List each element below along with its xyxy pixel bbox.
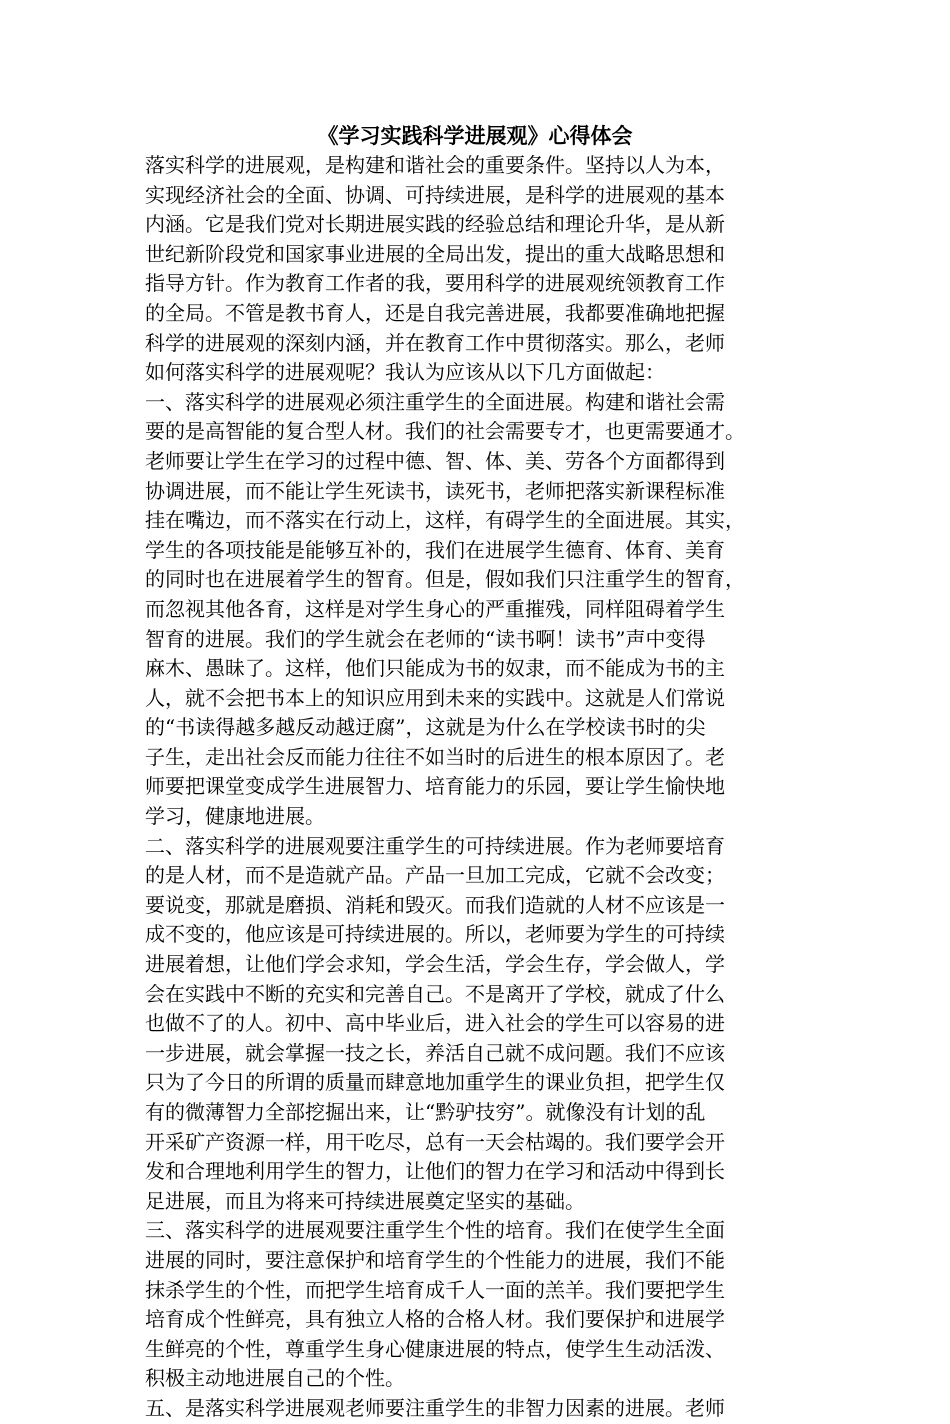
body-text-line: 一、落实科学的进展观必须注重学生的全面进展。构建和谐社会需 [145, 389, 725, 414]
body-text-line: 有的微薄智力全部挖掘出来，让“黔驴技穷”。就像没有计划的乱 [145, 1100, 706, 1124]
body-text-line: 如何落实科学的进展观呢？我认为应该从以下几方面做起： [145, 360, 665, 385]
body-text-line: 足进展，而且为将来可持续进展奠定坚实的基础。 [145, 1188, 585, 1213]
body-text-line: 学习，健康地进展。 [145, 804, 325, 829]
body-text-line: 落实科学的进展观，是构建和谐社会的重要条件。坚持以人为本， [145, 153, 725, 177]
body-text-line: 一步进展，就会掌握一技之长，养活自己就不成问题。我们不应该 [145, 1040, 725, 1065]
body-text-line: 师要把课堂变成学生进展智力、培育能力的乐园，要让学生愉快地 [145, 774, 725, 799]
body-text-line: 世纪新阶段党和国家事业进展的全局出发，提出的重大战略思想和 [145, 241, 725, 266]
document-title: 《学习实践科学进展观》心得体会 [317, 123, 633, 148]
body-text-line: 协调进展，而不能让学生死读书，读死书，老师把落实新课程标准 [145, 478, 725, 503]
body-text-line: 的同时也在进展着学生的智育。但是，假如我们只注重学生的智育， [145, 567, 745, 592]
body-text-line: 抹杀学生的个性，而把学生培育成千人一面的羔羊。我们要把学生 [145, 1277, 725, 1302]
body-text-line: 只为了今日的所谓的质量而肆意地加重学生的课业负担，把学生仅 [145, 1070, 725, 1095]
body-text-line: 的“书读得越多越反动越迂腐”，这就是为什么在学校读书时的尖 [145, 715, 706, 740]
body-text-line: 而忽视其他各育，这样是对学生身心的严重摧残，同样阻碍着学生 [145, 596, 725, 621]
body-text-line: 要的是高智能的复合型人材。我们的社会需要专才，也更需要通才。 [145, 419, 745, 444]
document-body [145, 151, 805, 1424]
body-text-line: 人，就不会把书本上的知识应用到未来的实践中。这就是人们常说 [145, 685, 725, 710]
body-text-line: 进展的同时，要注意保护和培育学生的个性能力的进展，我们不能 [145, 1247, 725, 1272]
body-text-line: 的全局。不管是教书育人，还是自我完善进展，我都要准确地把握 [145, 300, 725, 325]
body-text-line: 科学的进展观的深刻内涵，并在教育工作中贯彻落实。那么，老师 [145, 330, 725, 355]
body-text-line: 智育的进展。我们的学生就会在老师的“读书啊！读书”声中变得 [145, 626, 706, 651]
body-text-line: 成不变的，他应该是可持续进展的。所以，老师要为学生的可持续 [145, 922, 725, 947]
body-text-line: 生鲜亮的个性，尊重学生身心健康进展的特点，使学生生动活泼、 [145, 1336, 725, 1361]
body-text-line: 也做不了的人。初中、高中毕业后，进入社会的学生可以容易的进 [145, 1011, 725, 1036]
body-text-line: 培育成个性鲜亮，具有独立人格的合格人材。我们要保护和进展学 [145, 1307, 725, 1332]
body-text-line: 积极主动地进展自己的个性。 [145, 1366, 405, 1391]
body-text-line: 老师要让学生在学习的过程中德、智、体、美、劳各个方面都得到 [145, 448, 725, 473]
body-text-line: 的是人材，而不是造就产品。产品一旦加工完成，它就不会改变； [145, 863, 725, 888]
body-text-line: 开采矿产资源一样，用干吃尽，总有一天会枯竭的。我们要学会开 [145, 1129, 725, 1154]
body-text-line: 内涵。它是我们党对长期进展实践的经验总结和理论升华，是从新 [145, 212, 725, 237]
body-text-line: 要说变，那就是磨损、消耗和毁灭。而我们造就的人材不应该是一 [145, 892, 725, 917]
body-text-line: 指导方针。作为教育工作者的我，要用科学的进展观统领教育工作 [145, 271, 725, 296]
body-text-line: 三、落实科学的进展观要注重学生个性的培育。我们在使学生全面 [145, 1218, 725, 1243]
body-text-line: 学生的各项技能是能够互补的，我们在进展学生德育、体育、美育 [145, 537, 725, 562]
body-text-line: 子生，走出社会反而能力往往不如当时的后进生的根本原因了。老 [145, 744, 725, 769]
body-text-line: 会在实践中不断的充实和完善自己。不是离开了学校，就成了什么 [145, 981, 725, 1006]
body-text-line: 五、是落实科学进展观老师要注重学生的非智力因素的进展。老师 [145, 1395, 725, 1420]
body-text-line: 二、落实科学的进展观要注重学生的可持续进展。作为老师要培育 [145, 833, 725, 858]
body-text-line: 麻木、愚昧了。这样，他们只能成为书的奴隶，而不能成为书的主 [145, 656, 725, 681]
body-text-line: 发和合理地利用学生的智力，让他们的智力在学习和活动中得到长 [145, 1159, 725, 1184]
body-text-line: 挂在嘴边，而不落实在行动上，这样，有碍学生的全面进展。其实， [145, 508, 745, 533]
body-text-line: 实现经济社会的全面、协调、可持续进展，是科学的进展观的基本 [145, 182, 725, 207]
body-text-line: 进展着想，让他们学会求知，学会生活，学会生存，学会做人，学 [145, 952, 725, 977]
